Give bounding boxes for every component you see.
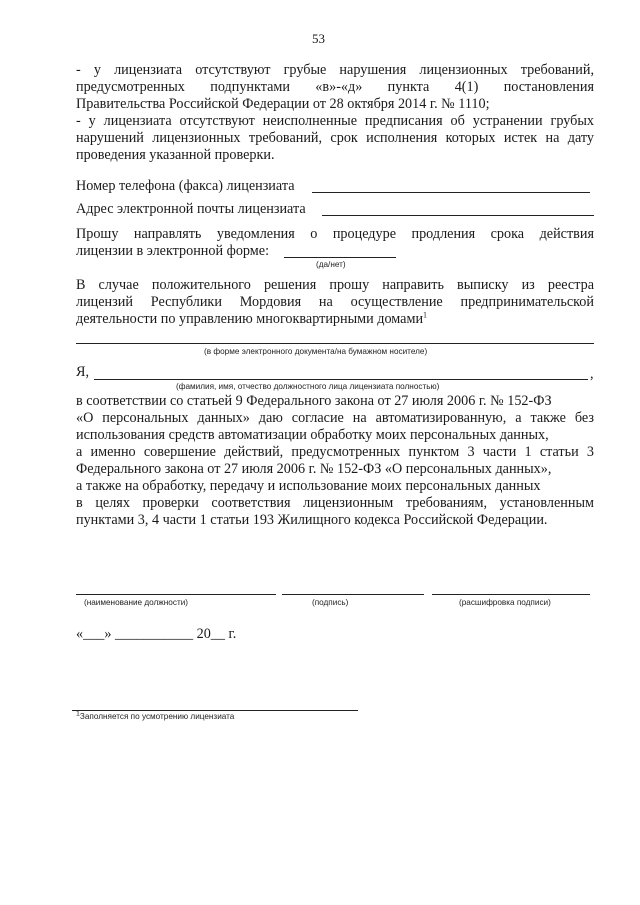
signature-decoding-hint: (расшифровка подписи) xyxy=(459,598,551,607)
consent-line-4: а именно совершение действий, предусмотренных пунктом 3 части 1 статьи 3 xyxy=(76,444,594,460)
extract-line-3-text: деятельности по управлению многоквартирными домами xyxy=(76,311,424,327)
consent-line-1: в соответствии со статьей 9 Федерального закона от 27 июля 2006 г. № 152-ФЗ xyxy=(76,393,552,409)
renewal-field[interactable] xyxy=(284,257,396,258)
full-name-hint: (фамилия, имя, отчество должностного лица лицензиата полностью) xyxy=(176,382,440,391)
bullet-2-line-3: проведения указанной проверки. xyxy=(76,147,275,163)
consent-line-3: использования средств автоматизации обработку моих персональных данных, xyxy=(76,427,549,443)
signature-hint: (подпись) xyxy=(312,598,349,607)
bullet-1-line-2: предусмотренных подпунктами «в»-«д» пункта 4(1) постановления xyxy=(76,79,594,95)
consent-line-7: в целях проверки соответствия лицензионным требованиям, установленным xyxy=(76,495,594,511)
position-field[interactable] xyxy=(76,594,276,595)
extract-line-2: лицензий Республики Мордовия на осуществление предпринимательской xyxy=(76,294,594,310)
date-line[interactable]: «___» ___________ 20__ г. xyxy=(76,626,237,642)
consent-line-8: пунктами 3, 4 части 1 статьи 193 Жилищного кодекса Российской Федерации. xyxy=(76,512,548,528)
footnote xyxy=(76,712,234,721)
renewal-line-1: Прошу направлять уведомления о процедуре продления срока действия xyxy=(76,226,594,242)
email-label: Адрес электронной почты лицензиата xyxy=(76,201,306,217)
footnote-mark: 1 xyxy=(76,710,80,718)
consent-line-6: а также на обработку, передачу и использование моих персональных данных xyxy=(76,478,541,494)
footnote-text: Заполняется по усмотрению лицензиата xyxy=(79,712,235,721)
consent-line-2: «О персональных данных» даю согласие на автоматизированную, а также без xyxy=(76,410,594,426)
comma: , xyxy=(590,366,594,382)
bullet-1-line-1: - у лицензиата отсутствуют грубые нарушения лицензионных требований, xyxy=(76,62,594,78)
consent-line-5: Федерального закона от 27 июля 2006 г. № 152-ФЗ «О персональных данных», xyxy=(76,461,552,477)
footnote-separator xyxy=(72,710,358,711)
extract-hint: (в форме электронного документа/на бумажном носителе) xyxy=(204,347,428,356)
extract-line-1: В случае положительного решения прошу направить выписку из реестра xyxy=(76,277,594,293)
signature-decoding-field[interactable] xyxy=(432,594,590,595)
bullet-2-line-1: - у лицензиата отсутствуют неисполненные предписания об устранении грубых xyxy=(76,113,594,129)
i-label: Я, xyxy=(76,364,90,380)
full-name-field[interactable] xyxy=(94,379,588,380)
position-hint: (наименование должности) xyxy=(84,598,188,607)
signature-field[interactable] xyxy=(282,594,424,595)
bullet-1-line-3: Правительства Российской Федерации от 28 октября 2014 г. № 1110; xyxy=(76,96,490,112)
bullet-2-line-2: нарушений лицензионных требований, срок исполнения которых истек на дату xyxy=(76,130,594,146)
phone-field[interactable] xyxy=(312,192,590,193)
renewal-hint: (да/нет) xyxy=(316,260,346,269)
renewal-line-2: лицензии в электронной форме: xyxy=(76,243,270,259)
page-number: 53 xyxy=(312,31,325,46)
phone-label: Номер телефона (факса) лицензиата xyxy=(76,178,295,194)
email-field[interactable] xyxy=(322,215,594,216)
extract-footnote-mark: 1 xyxy=(423,310,428,320)
extract-line-3 xyxy=(76,311,427,329)
extract-form-field[interactable] xyxy=(76,343,594,344)
